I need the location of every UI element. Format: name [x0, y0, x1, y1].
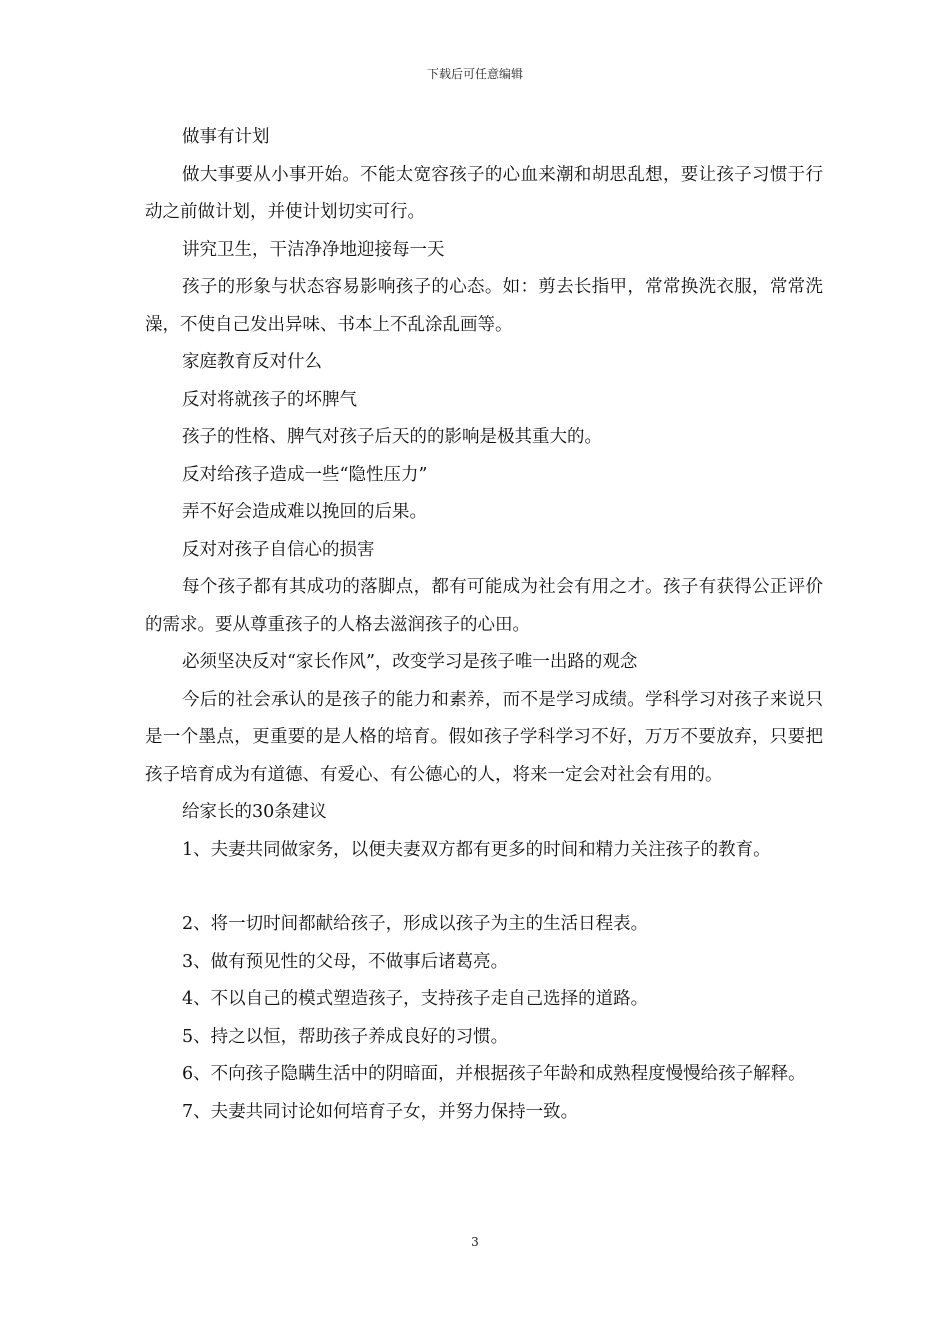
list-item: 5、持之以恒，帮助孩子养成良好的习惯。: [182, 1026, 509, 1047]
list-item: 6、不向孩子隐瞒生活中的阴暗面，并根据孩子年龄和成熟程度慢慢给孩子解释。: [182, 1064, 806, 1084]
body-paragraph: 今后的社会承认的是孩子的能力和素养，而不是学习成绩。学科学习对孩子来说只是一个墨点，更重要的是人格的培育。假如孩子学科学习不好，万万不要放弃，只要把孩子培育成为有道德、有爱心、有公德心的人，将来一定会对社会有用的。: [145, 689, 823, 785]
body-paragraph: 弄不好会造成难以挽回的后果。: [182, 502, 427, 522]
subheading-hidden-pressure: 反对给孩子造成一些“隐性压力”: [182, 464, 428, 485]
body-paragraph: 每个孩子都有其成功的落脚点，都有可能成为社会有用之才。孩子有获得公正评价的需求。要从尊重孩子的人格去滋润孩子的心田。: [145, 577, 823, 635]
section-heading-hygiene: 讲究卫生，干洁净净地迎接每一天: [182, 239, 445, 260]
section-heading-planning: 做事有计划: [182, 127, 270, 147]
document-body: [145, 119, 823, 1131]
body-paragraph: 孩子的形象与状态容易影响孩子的心态。如：剪去长指甲，常常换洗衣服，常常洗澡，不使自己发出异味、书本上不乱涂乱画等。: [145, 277, 823, 335]
body-paragraph: 做大事要从小事开始。不能太宽容孩子的心血来潮和胡思乱想，要让孩子习惯于行动之前做计划，并使计划切实可行。: [145, 164, 823, 222]
list-item: 7、夫妻共同讨论如何培育子女，并努力保持一致。: [182, 1101, 579, 1122]
page-header: 下载后可任意编辑: [426, 67, 523, 81]
subheading-bad-temper: 反对将就孩子的坏脾气: [182, 389, 357, 410]
subheading-self-confidence: 反对对孩子自信心的损害: [182, 539, 375, 560]
section-heading-30-suggestions: 给家长的30条建议: [182, 802, 327, 822]
list-item: 1、夫妻共同做家务，以便夫妻双方都有更多的时间和精力关注孩子的教育。: [182, 839, 771, 860]
list-item: 4、不以自己的模式塑造孩子，支持孩子走自己选择的道路。: [182, 989, 649, 1009]
list-item: 3、做有预见性的父母，不做事后诸葛亮。: [182, 951, 509, 972]
section-heading-what-to-oppose: 家庭教育反对什么: [182, 352, 322, 372]
subheading-parental-style: 必须坚决反对“家长作风”，改变学习是孩子唯一出路的观念: [182, 652, 638, 672]
body-paragraph: 孩子的性格、脾气对孩子后天的的影响是极其重大的。: [182, 427, 602, 447]
list-item: 2、将一切时间都献给孩子，形成以孩子为主的生活日程表。: [182, 914, 649, 934]
page-number: 3: [471, 1235, 479, 1249]
